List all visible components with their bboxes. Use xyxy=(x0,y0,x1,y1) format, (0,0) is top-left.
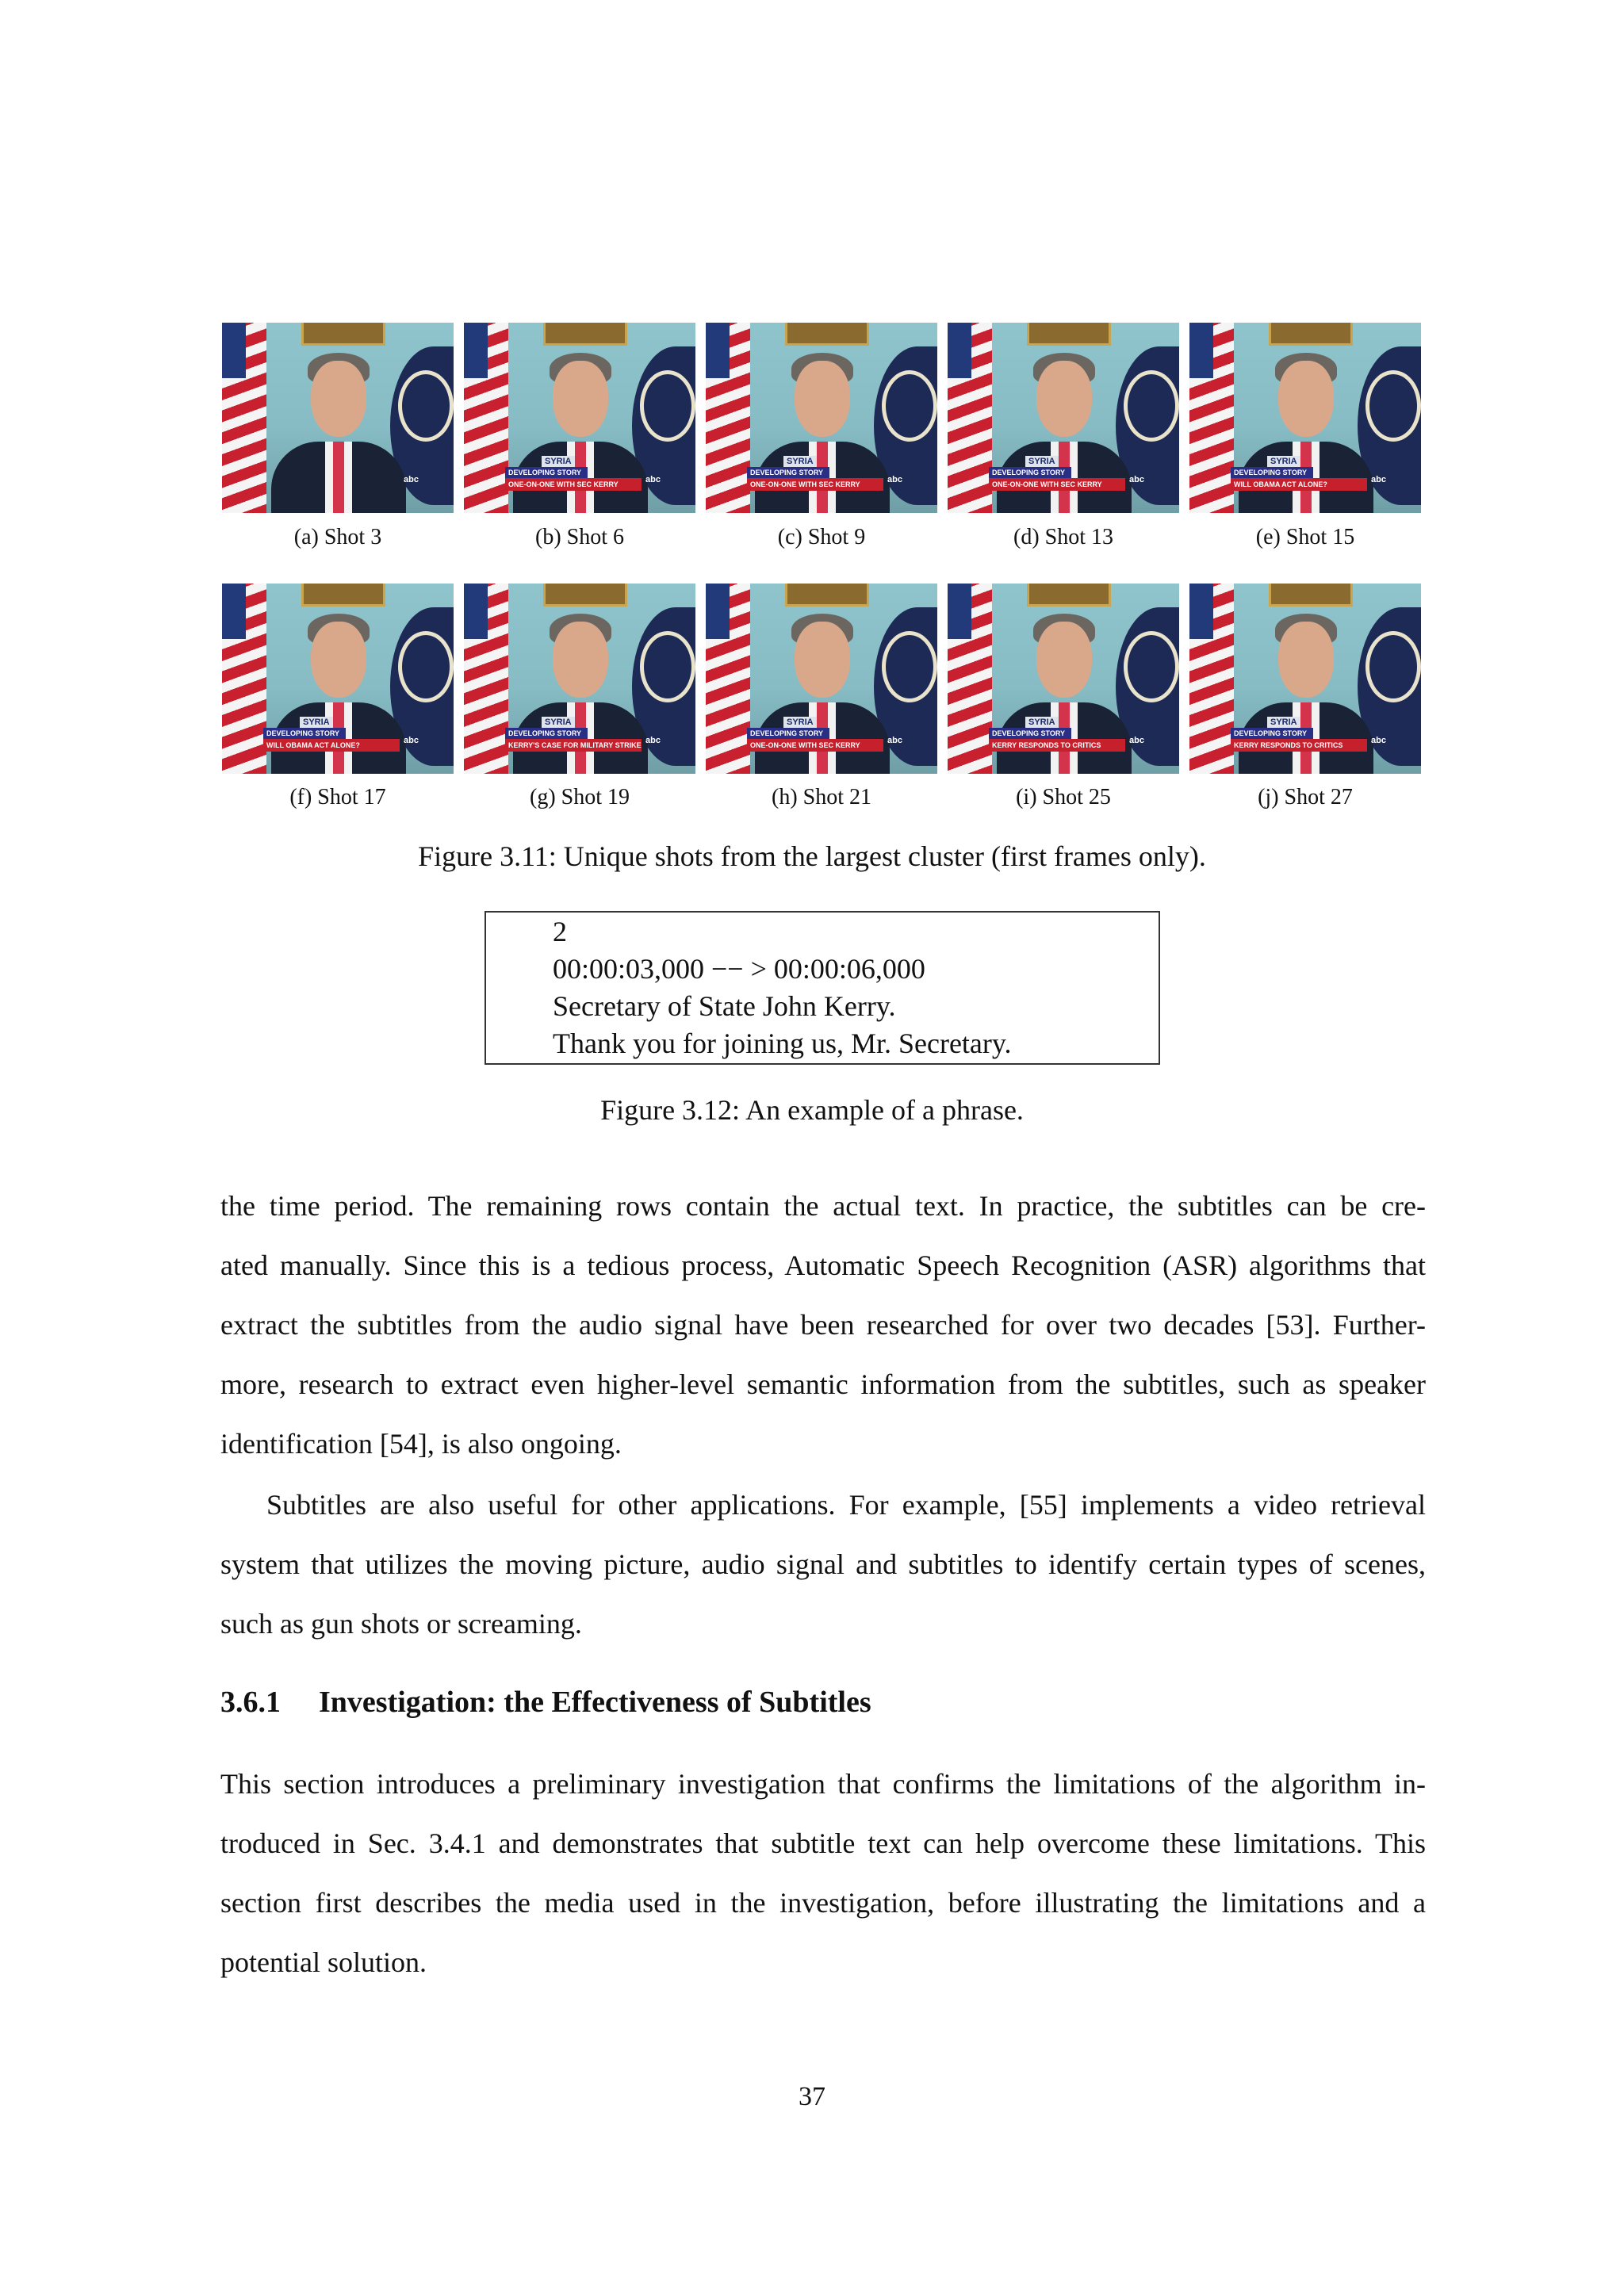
banner-headline: ONE-ON-ONE WITH SEC KERRY xyxy=(747,739,883,752)
face xyxy=(311,622,366,698)
banner-topic: SYRIA xyxy=(1025,456,1059,467)
banner-topic: SYRIA xyxy=(1025,717,1059,728)
shot-thumbnail xyxy=(464,323,695,513)
painting-frame xyxy=(1027,323,1111,346)
painting-frame xyxy=(785,584,869,607)
shot-label: (j) Shot 27 xyxy=(1258,785,1353,809)
banner-topic: SYRIA xyxy=(1267,717,1300,728)
shot-thumbnail xyxy=(222,323,454,513)
seal-emblem xyxy=(882,370,937,442)
shirt-tie xyxy=(325,442,352,513)
shot-label: (f) Shot 17 xyxy=(289,785,386,809)
banner-topic: SYRIA xyxy=(542,456,575,467)
face xyxy=(795,622,850,698)
face xyxy=(311,361,366,437)
banner-subtitle: DEVELOPING STORY xyxy=(263,728,346,739)
paragraph-line: Subtitles are also useful for other applications. For example, [55] implements a video retrieval xyxy=(266,1489,1426,1521)
flag-canton xyxy=(1189,584,1213,639)
face xyxy=(1278,622,1334,698)
shot-thumbnail xyxy=(948,323,1179,513)
shot-thumbnail xyxy=(222,584,454,774)
painting-frame xyxy=(1269,584,1353,607)
seal-emblem xyxy=(1124,370,1179,442)
banner-subtitle: DEVELOPING STORY xyxy=(505,728,588,739)
shot-thumbnail xyxy=(706,323,937,513)
banner-topic: SYRIA xyxy=(1267,456,1300,467)
abc-logo: abc xyxy=(404,475,419,484)
seal-emblem xyxy=(640,370,695,442)
flag-canton xyxy=(948,584,971,639)
banner-topic: SYRIA xyxy=(300,717,333,728)
news-banner xyxy=(747,717,890,753)
seal-emblem xyxy=(398,631,454,702)
banner-headline: KERRY RESPONDS TO CRITICS xyxy=(989,739,1125,752)
news-banner xyxy=(1231,717,1373,753)
phrase-text-line-1: Secretary of State John Kerry. xyxy=(553,990,896,1022)
abc-logo: abc xyxy=(1371,736,1386,745)
painting-frame xyxy=(301,584,385,607)
shot-thumbnail xyxy=(948,584,1179,774)
banner-headline: WILL OBAMA ACT ALONE? xyxy=(263,739,400,752)
seal-emblem xyxy=(882,631,937,702)
shot-row-2 xyxy=(222,584,1421,774)
banner-subtitle: DEVELOPING STORY xyxy=(1231,728,1313,739)
paragraph-line: such as gun shots or screaming. xyxy=(220,1608,582,1640)
news-banner xyxy=(505,717,648,753)
shot-caption-row-1 xyxy=(222,525,1421,550)
painting-frame xyxy=(785,323,869,346)
section-number: 3.6.1 xyxy=(220,1686,281,1719)
seal-emblem xyxy=(1365,631,1421,702)
banner-headline: KERRY RESPONDS TO CRITICS xyxy=(1231,739,1367,752)
abc-logo: abc xyxy=(1129,736,1144,745)
banner-headline: WILL OBAMA ACT ALONE? xyxy=(1231,478,1367,491)
face xyxy=(553,622,608,698)
abc-logo: abc xyxy=(887,475,902,484)
paragraph-line: potential solution. xyxy=(220,1946,427,1978)
phrase-index: 2 xyxy=(553,916,567,947)
face xyxy=(1278,361,1334,437)
banner-headline: KERRY'S CASE FOR MILITARY STRIKE xyxy=(505,739,642,752)
banner-subtitle: DEVELOPING STORY xyxy=(747,467,829,478)
banner-subtitle: DEVELOPING STORY xyxy=(989,728,1071,739)
face xyxy=(1036,622,1092,698)
paragraph-line: more, research to extract even higher-level semantic information from the subtitles, such as speaker xyxy=(220,1368,1426,1400)
shot-thumbnail xyxy=(1189,584,1421,774)
flag-canton xyxy=(464,584,488,639)
phrase-text-line-2: Thank you for joining us, Mr. Secretary. xyxy=(553,1027,1012,1059)
paragraph-line: ated manually. Since this is a tedious process, Automatic Speech Recognition (ASR) algorithms that xyxy=(220,1249,1426,1281)
painting-frame xyxy=(543,323,627,346)
shot-caption-row-2 xyxy=(222,785,1421,810)
flag-canton xyxy=(464,323,488,378)
abc-logo: abc xyxy=(887,736,902,745)
banner-headline: ONE-ON-ONE WITH SEC KERRY xyxy=(747,478,883,491)
paragraph-line: extract the subtitles from the audio signal have been researched for over two decades [53]. Further- xyxy=(220,1309,1426,1341)
shot-label: (a) Shot 3 xyxy=(293,525,382,549)
banner-subtitle: DEVELOPING STORY xyxy=(505,467,588,478)
shot-label: (h) Shot 21 xyxy=(772,785,871,809)
banner-topic: SYRIA xyxy=(783,717,817,728)
shot-thumbnail xyxy=(706,584,937,774)
abc-logo: abc xyxy=(1371,475,1386,484)
phrase-example-box xyxy=(485,911,1160,1065)
paragraph-line: This section introduces a preliminary investigation that confirms the limitations of the algorithm in- xyxy=(220,1768,1426,1800)
figure-3-11-caption: Figure 3.11: Unique shots from the largest cluster (first frames only). xyxy=(418,840,1206,872)
banner-topic: SYRIA xyxy=(783,456,817,467)
shot-thumbnail xyxy=(464,584,695,774)
banner-topic: SYRIA xyxy=(542,717,575,728)
face xyxy=(1036,361,1092,437)
paragraph-line: identification [54], is also ongoing. xyxy=(220,1428,622,1460)
section-heading xyxy=(220,1685,871,1720)
news-banner xyxy=(989,456,1132,492)
painting-frame xyxy=(1027,584,1111,607)
flag-canton xyxy=(1189,323,1213,378)
flag-canton xyxy=(706,323,730,378)
page-number: 37 xyxy=(799,2082,825,2111)
abc-logo: abc xyxy=(1129,475,1144,484)
flag-canton xyxy=(948,323,971,378)
seal-emblem xyxy=(1365,370,1421,442)
news-banner xyxy=(989,717,1132,753)
paragraph-line: troduced in Sec. 3.4.1 and demonstrates that subtitle text can help overcome these limitations. This xyxy=(220,1827,1426,1859)
face xyxy=(553,361,608,437)
painting-frame xyxy=(1269,323,1353,346)
flag-canton xyxy=(222,584,246,639)
shot-label: (c) Shot 9 xyxy=(777,525,866,549)
flag-canton xyxy=(706,584,730,639)
abc-logo: abc xyxy=(645,736,661,745)
seal-emblem xyxy=(398,370,454,442)
banner-subtitle: DEVELOPING STORY xyxy=(747,728,829,739)
paragraph-line: section first describes the media used in the investigation, before illustrating the limitations and a xyxy=(220,1887,1426,1919)
news-banner xyxy=(505,456,648,492)
seal-emblem xyxy=(1124,631,1179,702)
seal-emblem xyxy=(640,631,695,702)
abc-logo: abc xyxy=(645,475,661,484)
banner-headline: ONE-ON-ONE WITH SEC KERRY xyxy=(505,478,642,491)
shot-thumbnail xyxy=(1189,323,1421,513)
paragraph-line: the time period. The remaining rows contain the actual text. In practice, the subtitles can be cre- xyxy=(220,1190,1426,1222)
section-title: Investigation: the Effectiveness of Subtitles xyxy=(319,1686,871,1719)
banner-headline: ONE-ON-ONE WITH SEC KERRY xyxy=(989,478,1125,491)
paragraph-line: system that utilizes the moving picture, audio signal and subtitles to identify certain types of scenes, xyxy=(220,1548,1426,1580)
news-banner xyxy=(263,717,406,753)
phrase-timecode: 00:00:03,000 −− > 00:00:06,000 xyxy=(553,953,925,985)
news-banner xyxy=(1231,456,1373,492)
painting-frame xyxy=(301,323,385,346)
painting-frame xyxy=(543,584,627,607)
banner-subtitle: DEVELOPING STORY xyxy=(989,467,1071,478)
banner-subtitle: DEVELOPING STORY xyxy=(1231,467,1313,478)
shot-label: (d) Shot 13 xyxy=(1013,525,1113,549)
shot-label: (i) Shot 25 xyxy=(1016,785,1111,809)
shot-label: (g) Shot 19 xyxy=(530,785,630,809)
shot-label: (e) Shot 15 xyxy=(1255,525,1355,549)
flag-canton xyxy=(222,323,246,378)
shot-row-1 xyxy=(222,323,1421,513)
shot-label: (b) Shot 6 xyxy=(535,525,624,549)
figure-3-12-caption: Figure 3.12: An example of a phrase. xyxy=(600,1094,1024,1126)
face xyxy=(795,361,850,437)
abc-logo: abc xyxy=(404,736,419,745)
news-banner xyxy=(747,456,890,492)
